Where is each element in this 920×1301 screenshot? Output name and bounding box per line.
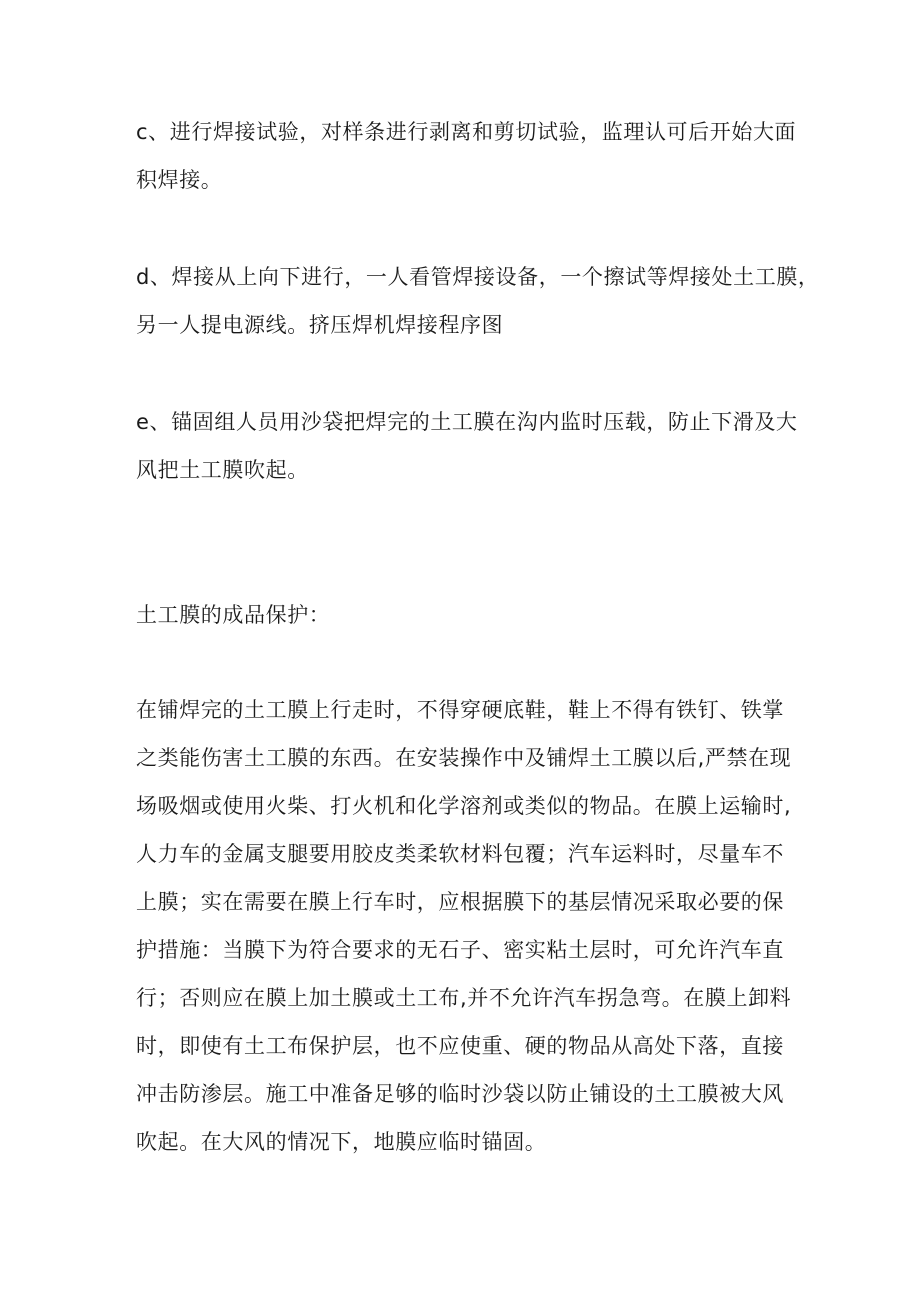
paragraph-c	[136, 108, 796, 204]
paragraph-line: 护措施：当膜下为符合要求的无石子、密实粘土层时，可允许汽车直	[136, 938, 784, 962]
paragraph-line: 冲击防渗层。施工中准备足够的临时沙袋以防止铺设的土工膜被大风	[136, 1082, 784, 1106]
section-heading	[136, 591, 796, 639]
paragraph-line: 风把土工膜吹起。	[136, 458, 309, 482]
section-heading-text: 土工膜的成品保护：	[136, 603, 331, 627]
paragraph-line: 之类能伤害土工膜的东西。在安装操作中及铺焊土工膜以后,严禁在现	[136, 746, 792, 770]
paragraph-e	[136, 398, 796, 494]
paragraph-line: c、进行焊接试验，对样条进行剥离和剪切试验，监理认可后开始大面	[136, 120, 797, 144]
paragraph-line: 另一人提电源线。挤压焊机焊接程序图	[136, 313, 504, 337]
paragraph-line: e、锚固组人员用沙袋把焊完的土工膜在沟内监时压载，防止下滑及大	[136, 410, 798, 434]
paragraph-line: 人力车的金属支腿要用胶皮类柔软材料包覆；汽车运料时，尽量车不	[136, 842, 784, 866]
paragraph-line: d、焊接从上向下进行，一人看管焊接设备，一个擦试等焊接处土工膜，	[136, 265, 820, 289]
paragraph-line: 在铺焊完的土工膜上行走时，不得穿硬底鞋，鞋上不得有铁钉、铁掌	[136, 698, 784, 722]
paragraph-line: 场吸烟或使用火柴、打火机和化学溶剂或类似的物品。在膜上运输时,	[136, 794, 792, 818]
paragraph-d	[136, 253, 820, 349]
paragraph-line: 上膜；实在需要在膜上行车时，应根据膜下的基层情况采取必要的保	[136, 890, 784, 914]
paragraph-line: 吹起。在大风的情况下，地膜应临时锚固。	[136, 1130, 547, 1154]
paragraph-line: 行；否则应在膜上加土膜或土工布,并不允许汽车拐急弯。在膜上卸料	[136, 986, 792, 1010]
paragraph-line: 积焊接。	[136, 168, 223, 192]
paragraph-line: 时，即使有土工布保护层，也不应使重、硬的物品从高处下落，直接	[136, 1034, 784, 1058]
protection-paragraph	[136, 686, 796, 1166]
